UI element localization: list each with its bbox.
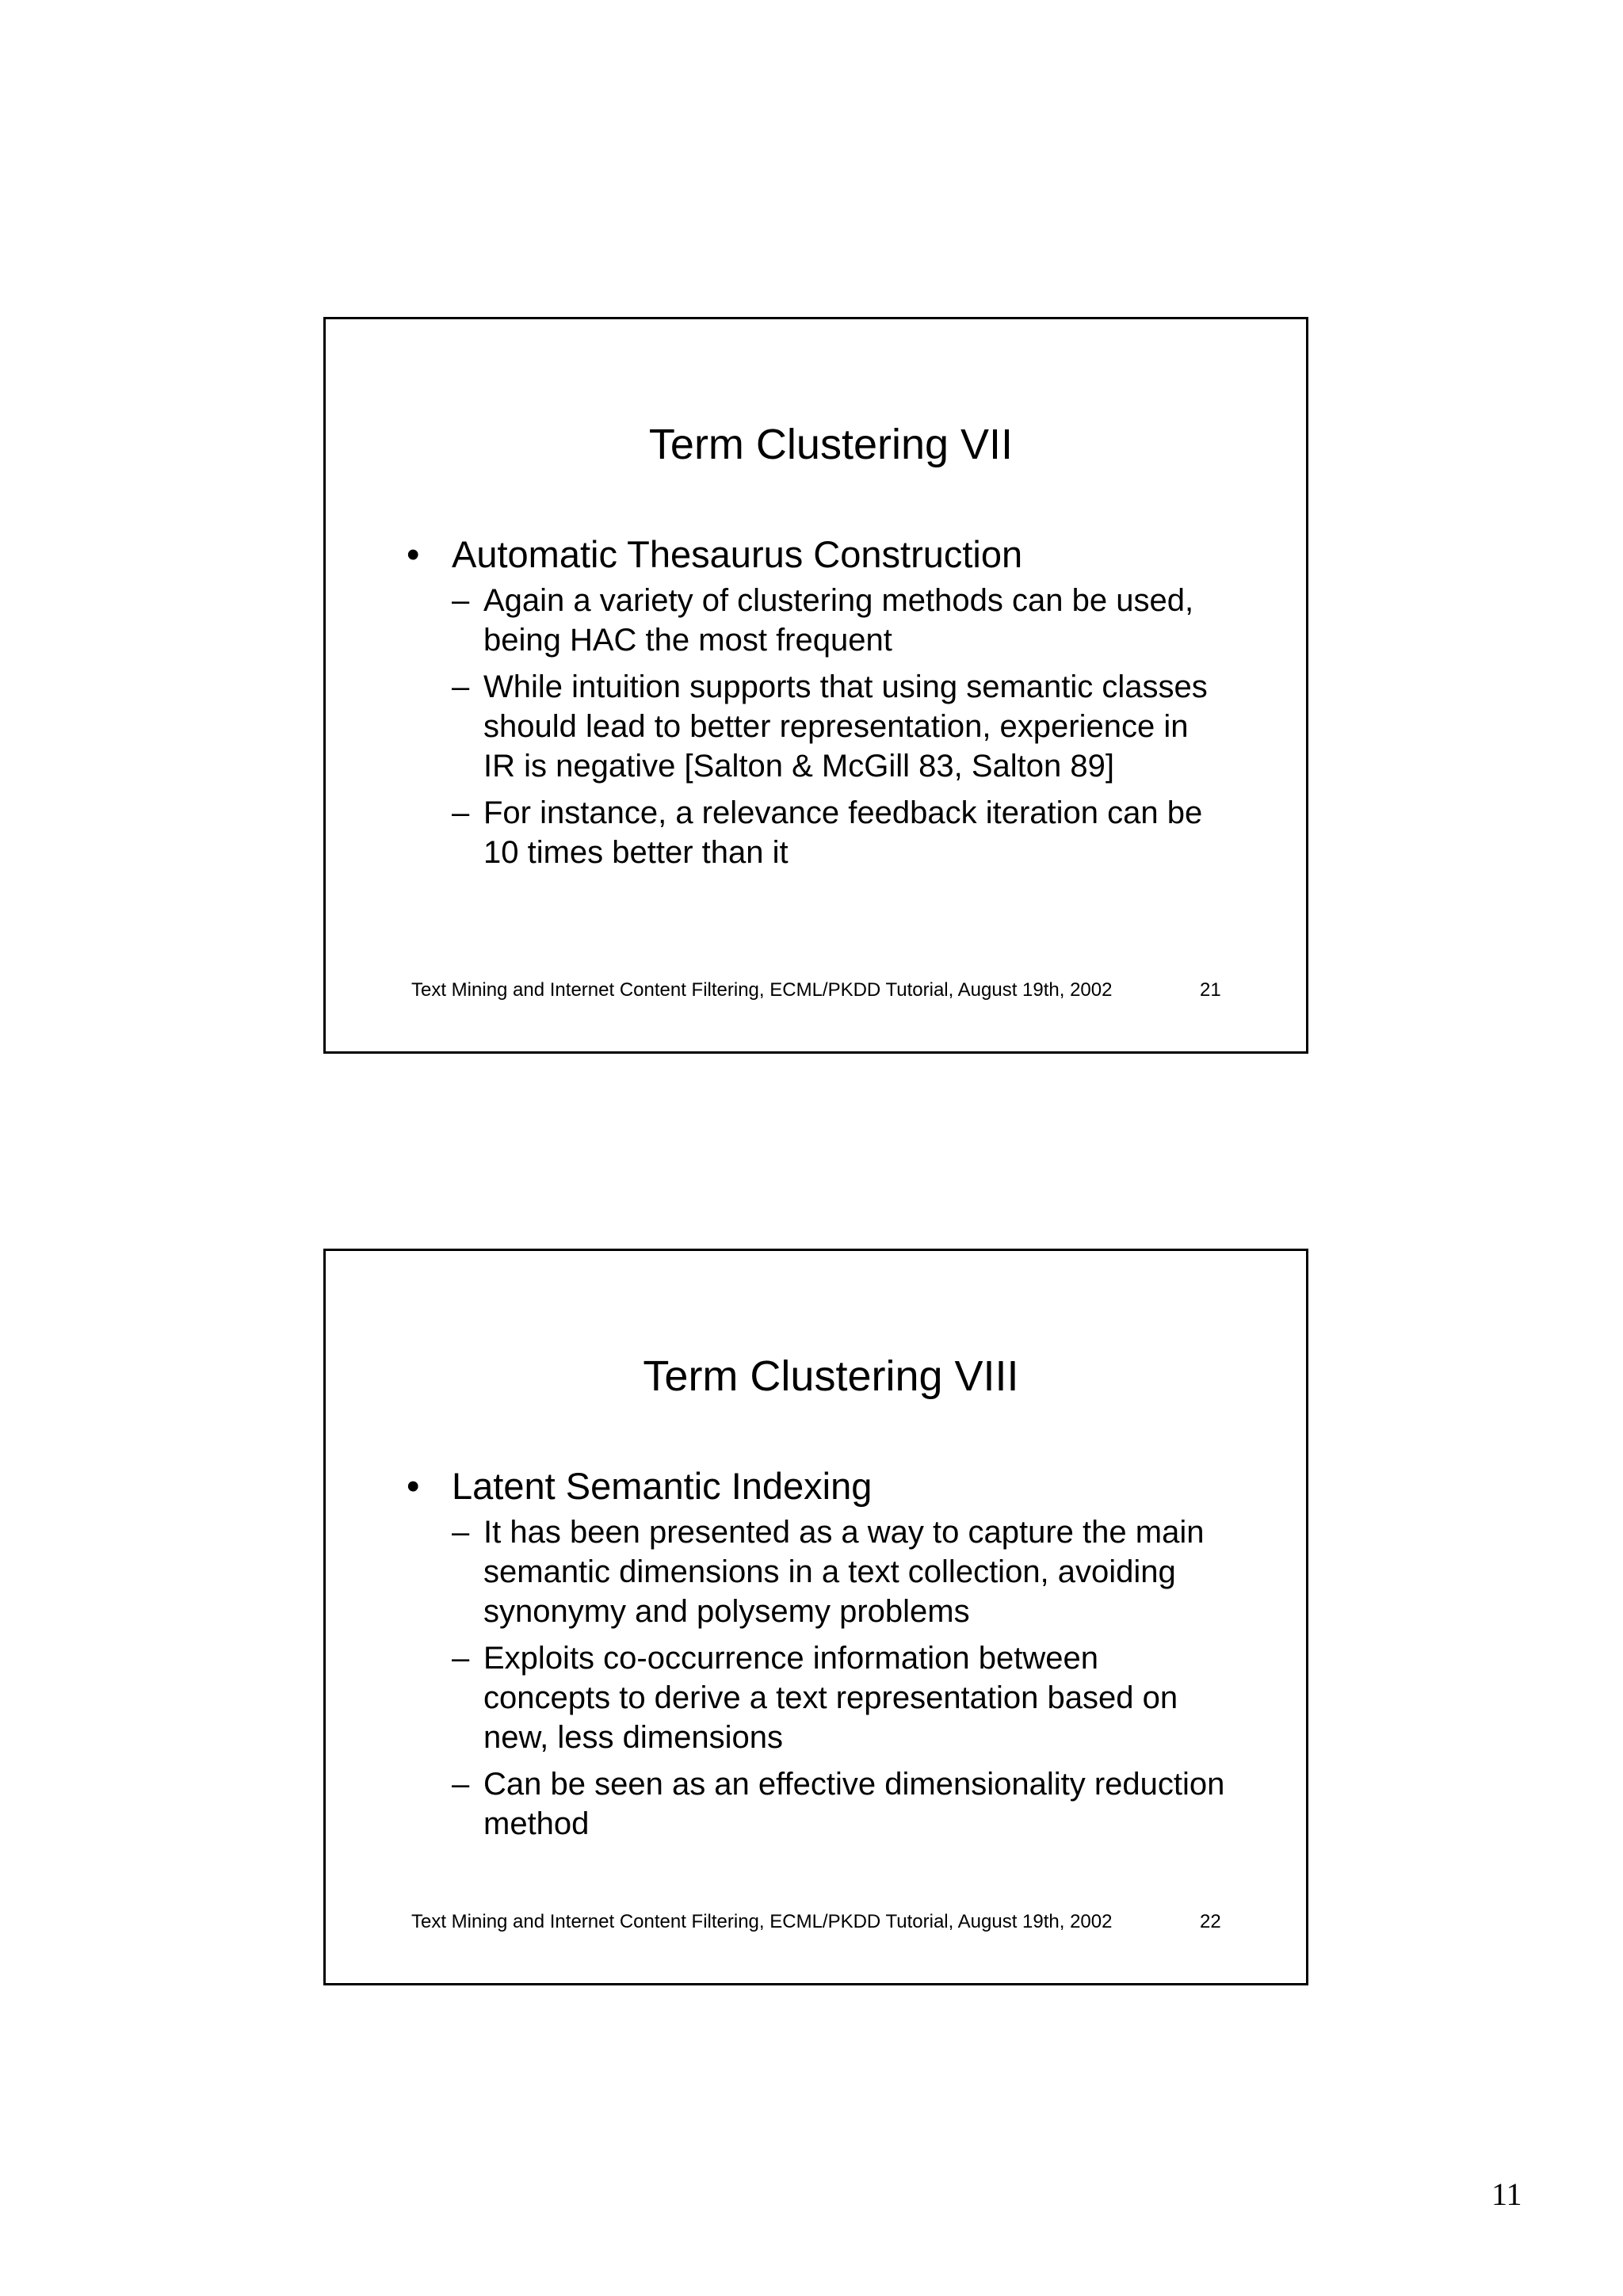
sub-item-text: Exploits co-occurrence information between concepts to derive a text representation based on new, less dimensions bbox=[483, 1641, 1178, 1755]
bullet-text: Latent Semantic Indexing bbox=[452, 1465, 873, 1507]
sub-item-text: Again a variety of clustering methods can be used, being HAC the most frequent bbox=[483, 583, 1194, 658]
bullet-text: Automatic Thesaurus Construction bbox=[452, 533, 1023, 575]
slide-title: Term Clustering VIII bbox=[643, 1352, 1019, 1400]
dash-marker: – bbox=[452, 1767, 470, 1802]
bullet-item bbox=[407, 533, 1278, 576]
sub-item-text: It has been presented as a way to capture the main semantic dimensions in a text collection, avoiding synonymy and polysemy problems bbox=[483, 1515, 1205, 1629]
sub-item bbox=[452, 1512, 1278, 1631]
dash-marker: – bbox=[452, 583, 470, 618]
sub-item bbox=[452, 1764, 1278, 1844]
dash-marker: – bbox=[452, 1515, 470, 1550]
sub-list bbox=[407, 581, 1278, 872]
page-number: 11 bbox=[1491, 2176, 1522, 2212]
sub-item-text: Can be seen as an effective dimensionality reduction method bbox=[483, 1767, 1225, 1841]
sub-item bbox=[452, 793, 1278, 872]
slide-title: Term Clustering VII bbox=[648, 421, 1014, 468]
dash-marker: – bbox=[452, 795, 470, 830]
dash-marker: – bbox=[452, 669, 470, 704]
dash-marker: – bbox=[452, 1641, 470, 1676]
sub-item-text: While intuition supports that using semantic classes should lead to better representation, experience in IR is negative [Salton & McGill 83, Salton 89] bbox=[483, 669, 1208, 784]
slide-body bbox=[407, 533, 1278, 879]
sub-item bbox=[452, 667, 1278, 786]
bullet-item bbox=[407, 1465, 1278, 1508]
slide-number: 22 bbox=[1200, 1911, 1221, 1932]
slide-number: 21 bbox=[1200, 979, 1221, 1001]
bullet-marker: • bbox=[407, 1465, 420, 1507]
sub-item bbox=[452, 581, 1278, 660]
bullet-marker: • bbox=[407, 533, 420, 575]
slide-22 bbox=[323, 1249, 1308, 1985]
slide-body bbox=[407, 1465, 1278, 1851]
slide-footer: Text Mining and Internet Content Filtering, ECML/PKDD Tutorial, August 19th, 2002 bbox=[411, 1911, 1113, 1932]
slide-21 bbox=[323, 317, 1308, 1054]
sub-item bbox=[452, 1638, 1278, 1757]
sub-list bbox=[407, 1512, 1278, 1844]
slide-footer: Text Mining and Internet Content Filtering, ECML/PKDD Tutorial, August 19th, 2002 bbox=[411, 979, 1113, 1001]
sub-item-text: For instance, a relevance feedback iteration can be 10 times better than it bbox=[483, 795, 1203, 870]
